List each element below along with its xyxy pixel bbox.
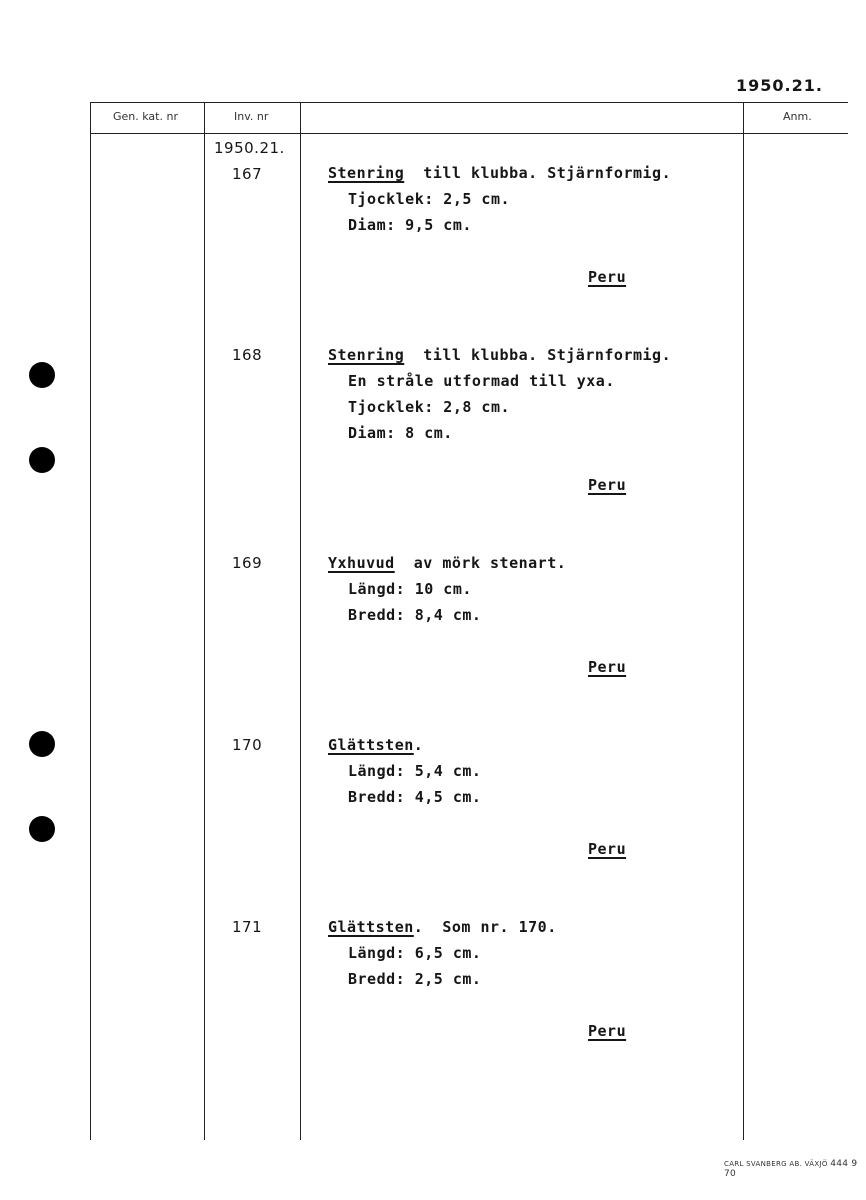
entry-title (328, 346, 671, 364)
column-divider-desc-anm (743, 102, 744, 1140)
entry-origin: Peru (588, 1022, 627, 1040)
entry-origin: Peru (588, 840, 627, 858)
entry-detail: Diam: 9,5 cm. (348, 216, 472, 234)
entry-detail: Längd: 6,5 cm. (348, 944, 482, 962)
entry-detail: En stråle utformad till yxa. (348, 372, 615, 390)
printer-imprint (724, 1159, 866, 1179)
inv-number: 169 (232, 554, 263, 572)
entry-title (328, 164, 671, 182)
object-name: Glättsten (328, 918, 414, 936)
entry-detail: Bredd: 2,5 cm. (348, 970, 482, 988)
object-name: Stenring (328, 346, 405, 364)
inv-number: 171 (232, 918, 263, 936)
punch-hole (29, 816, 55, 842)
page-number: 1950.21. (736, 76, 823, 95)
object-description: till klubba. Stjärnformig. (404, 164, 672, 182)
punch-hole (29, 731, 55, 757)
punch-hole (29, 362, 55, 388)
object-description: . (413, 736, 424, 754)
header-anm: Anm. (783, 110, 812, 123)
object-description: . Som nr. 170. (413, 918, 557, 936)
entry-detail: Bredd: 4,5 cm. (348, 788, 482, 806)
column-divider-gen-inv (204, 102, 205, 1140)
header-gen-kat-nr: Gen. kat. nr (113, 110, 178, 123)
object-description: till klubba. Stjärnformig. (404, 346, 672, 364)
printer-name: CARL SVANBERG AB. VÄXJÖ (724, 1160, 828, 1168)
form-code: 444 9 70 (724, 1159, 858, 1179)
entry-title (328, 736, 423, 754)
inv-number: 170 (232, 736, 263, 754)
punch-hole (29, 447, 55, 473)
object-name: Yxhuvud (328, 554, 395, 572)
entry-origin: Peru (588, 476, 627, 494)
entry-title (328, 554, 566, 572)
entry-detail: Diam: 8 cm. (348, 424, 453, 442)
object-name: Stenring (328, 164, 405, 182)
entry-detail: Tjocklek: 2,8 cm. (348, 398, 511, 416)
object-description: av mörk stenart. (394, 554, 567, 572)
entry-origin: Peru (588, 658, 627, 676)
entry-origin: Peru (588, 268, 627, 286)
inv-number: 167 (232, 165, 263, 183)
header-inv-nr: Inv. nr (234, 110, 269, 123)
table-left-border (90, 102, 91, 1140)
entry-detail: Längd: 5,4 cm. (348, 762, 482, 780)
column-divider-inv-desc (300, 102, 301, 1140)
object-name: Glättsten (328, 736, 414, 754)
inv-number-prefix: 1950.21. (214, 139, 285, 157)
entry-detail: Längd: 10 cm. (348, 580, 472, 598)
inv-number: 168 (232, 346, 263, 364)
entry-detail: Bredd: 8,4 cm. (348, 606, 482, 624)
entry-detail: Tjocklek: 2,5 cm. (348, 190, 511, 208)
entry-title (328, 918, 557, 936)
